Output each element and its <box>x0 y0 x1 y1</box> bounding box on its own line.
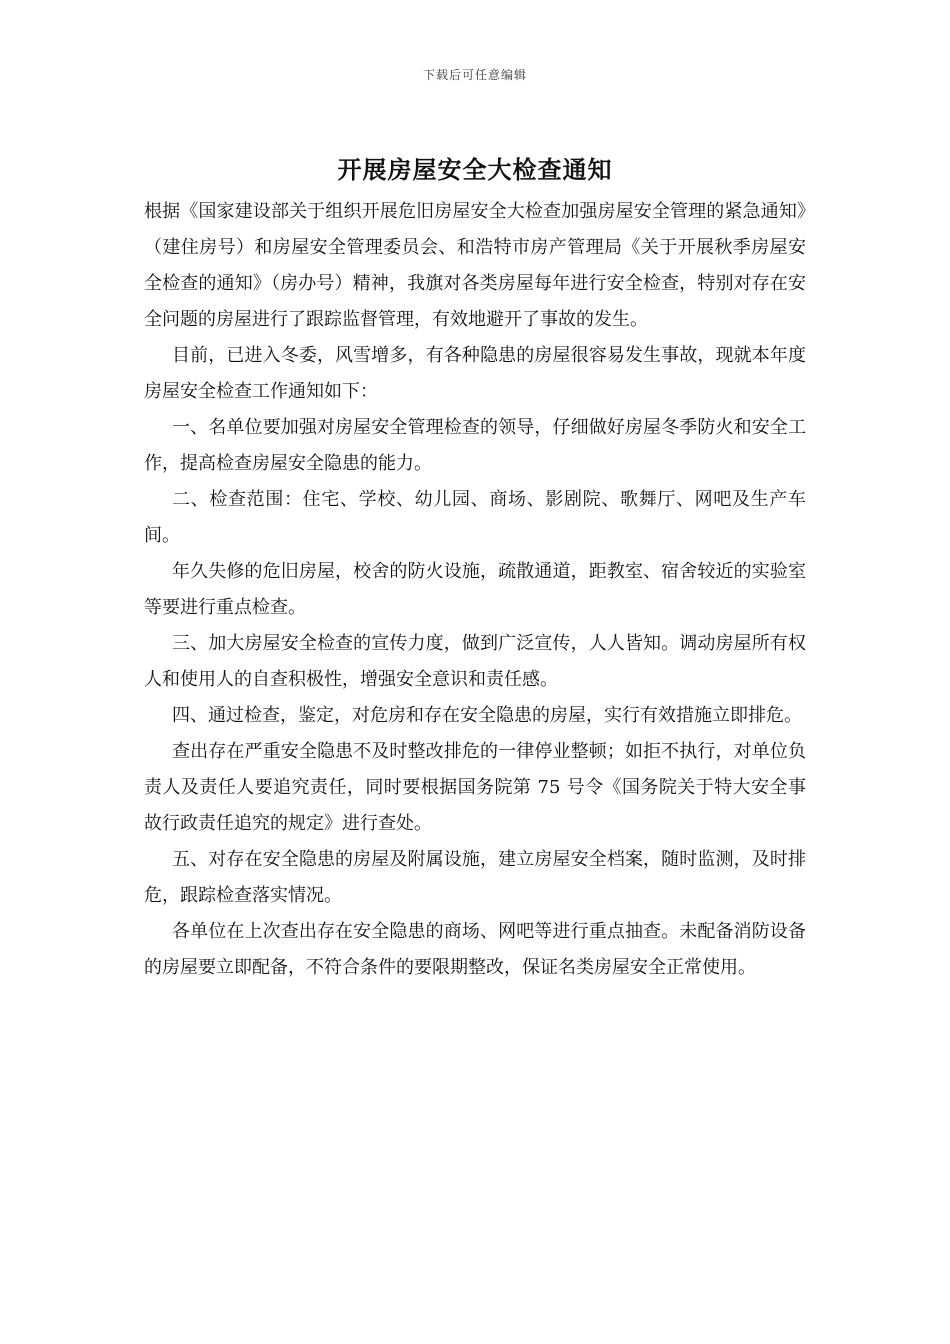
paragraph-item-3: 三、加大房屋安全检查的宣传力度，做到广泛宣传，人人皆知。调动房屋所有权人和使用人的自查积极性，增强安全意识和责任感。 <box>144 633 806 690</box>
paragraph-item-5: 五、对存在安全隐患的房屋及附属设施，建立房屋安全档案，随时监测，及时排危，跟踪检查落实情况。 <box>144 849 806 906</box>
download-note: 下载后可任意编辑 <box>422 68 527 82</box>
document-body <box>144 194 806 986</box>
document-title: 开展房屋安全大检查通知 <box>337 155 613 184</box>
paragraph-item-2: 二、检查范围：住宅、学校、幼儿园、商场、影剧院、歌舞厅、网吧及生产车间。 <box>144 489 806 546</box>
paragraph-current-situation: 目前，已进入冬委，风雪增多，有各种隐患的房屋很容易发生事故，现就本年度房屋安全检查工作通知如下： <box>144 345 806 402</box>
paragraph-item-5-detail: 各单位在上次查出存在安全隐患的商场、网吧等进行重点抽查。未配备消防设备的房屋要立即配备，不符合条件的要限期整改，保证名类房屋安全正常使用。 <box>144 921 806 978</box>
paragraph-intro: 根据《国家建设部关于组织开展危旧房屋安全大检查加强房屋安全管理的紧急通知》（建住房号）和房屋安全管理委员会、和浩特市房产管理局《关于开展秋季房屋安全检查的通知》（房办号）精神，我旗对各类房屋每年进行安全检查，特别对存在安全问题的房屋进行了跟踪监督管理，有效地避开了事故的发生。 <box>144 201 806 330</box>
paragraph-item-4-detail: 查出存在严重安全隐患不及时整改排危的一律停业整顿；如拒不执行，对单位负责人及责任人要追究责任，同时要根据国务院第 75 号令《国务院关于特大安全事故行政责任追究的规定》进行查处。 <box>144 741 806 834</box>
paragraph-item-4: 四、通过检查，鉴定，对危房和存在安全隐患的房屋，实行有效措施立即排危。 <box>172 705 802 726</box>
paragraph-item-1: 一、名单位要加强对房屋安全管理检查的领导，仔细做好房屋冬季防火和安全工作，提高检查房屋安全隐患的能力。 <box>144 417 806 474</box>
paragraph-item-2-detail: 年久失修的危旧房屋，校舍的防火设施，疏散通道，距教室、宿舍较近的实验室等要进行重点检查。 <box>144 561 806 618</box>
